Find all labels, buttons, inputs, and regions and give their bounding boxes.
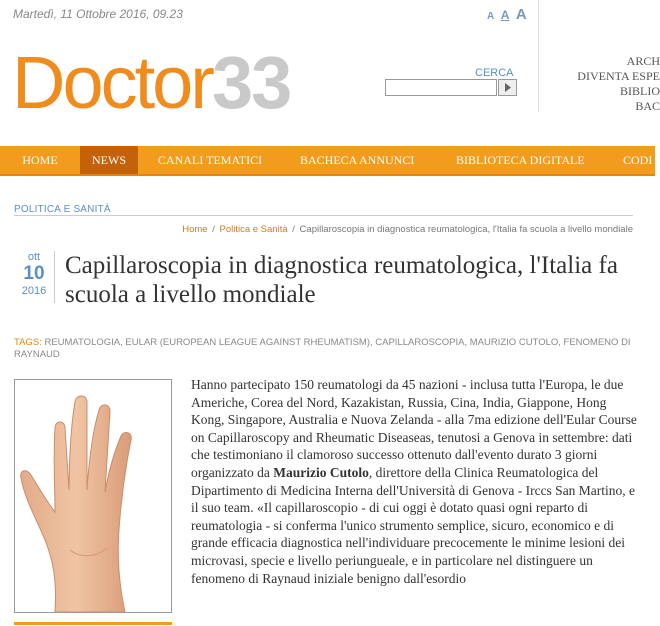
date-divider [54,251,55,303]
article-date-month: ott [27,251,41,263]
header-right-links [560,54,660,114]
become-expert-link[interactable]: DIVENTA ESPE [577,69,660,83]
font-size-small-button[interactable]: A [487,11,495,22]
font-size-large-button[interactable]: A [515,6,527,23]
header-divider [538,0,539,112]
article-tags [14,337,634,361]
library-link[interactable]: BIBLIO [620,84,660,98]
search-input[interactable] [385,79,497,96]
article-date-day: 10 [23,263,45,284]
breadcrumb-separator: / [292,224,295,235]
article-text-author: Maurizio Cutolo [273,464,369,480]
breadcrumb [182,224,633,235]
nav-item-biblioteca-digitale[interactable]: BIBLIOTECA DIGITALE [456,153,585,167]
breadcrumb-separator: / [212,224,215,235]
current-date: Martedì, 11 Ottobre 2016, 09.23 [13,7,183,21]
top-bar [0,0,655,30]
tags-list[interactable]: REUMATOLOGIA, EULAR (EUROPEAN LEAGUE AGAINST RHEUMATISM), CAPILLAROSCOPIA, MAURIZIO CUTOLO, FENOMENO DI RAYNAUD [14,337,631,360]
article-text-part2: , direttore della Clinica Reumatologica del Dipartimento di Medicina Interna dell'Università di Genova - Irccs San Martino, e il suo team. «Il capillaroscopio - di cui oggi è dotato quasi ogni reparto di reumatologia - si conferma l'unico strumento semplice, sicuro, economico e di grande efficacia diagnostica nell'individuare precocemente le minime lesioni dei microvasi, specie e livello periungueale, e in particolare nel distinguere un fenomeno di Raynaud iniziale benigno dall'esordio [191,464,636,586]
section-divider [14,215,633,216]
search-label: CERCA [475,67,514,79]
doctor33-logo[interactable] [12,41,291,124]
breadcrumb-home-link[interactable]: Home [182,224,208,235]
article-date-year: 2016 [21,285,47,297]
nav-item-codi[interactable]: CODI [623,153,653,167]
logo-number: 33 [211,41,291,124]
archive-link[interactable]: ARCH [626,54,660,68]
font-size-controls [487,6,529,24]
hand-image [15,380,171,612]
breadcrumb-category-link[interactable]: Politica e Sanità [219,224,288,235]
article-text-part1: Hanno partecipato 150 reumatologi da 45 nazioni - inclusa tutta l'Europa, le due Americhe, Corea del Nord, Kazakistan, Russia, Cina, India, Giappone, Hong Kong, Singapore, Australia e Nuova Zelanda - alla 7ma edizione dell'Eular Course on Capillaroscopy and Rheumatic Diseaseas, tenutosi a Genova in settembre: dati che testimoniano il clamoroso successo ottenuto dall'evento durato 3 giorni organizzato da [191,377,637,480]
nav-item-home[interactable]: HOME [22,153,58,167]
nav-item-bacheca-annunci[interactable]: BACHECA ANNUNCI [300,153,415,167]
font-size-medium-button[interactable]: A [500,8,510,22]
bacheca-link[interactable]: BAC [635,99,660,113]
logo-word: Doctor [12,41,212,124]
image-accent-bar [14,622,172,625]
article-body [191,376,637,587]
nav-item-canali-tematici[interactable]: CANALI TEMATICI [158,153,263,167]
play-arrow-icon [504,83,512,92]
breadcrumb-current: Capillaroscopia in diagnostica reumatologica, l'Italia fa scuola a livello mondiale [299,224,633,235]
section-title[interactable]: POLITICA E SANITÀ [14,204,111,215]
main-navigation [0,146,655,176]
tags-label: TAGS: [14,337,42,348]
search-submit-button[interactable] [498,79,517,96]
nav-item-news[interactable]: NEWS [80,146,138,174]
article-title: Capillaroscopia in diagnostica reumatologica, l'Italia fa scuola a livello mondiale [65,252,618,308]
article-date [18,251,50,297]
article-image [14,379,172,613]
